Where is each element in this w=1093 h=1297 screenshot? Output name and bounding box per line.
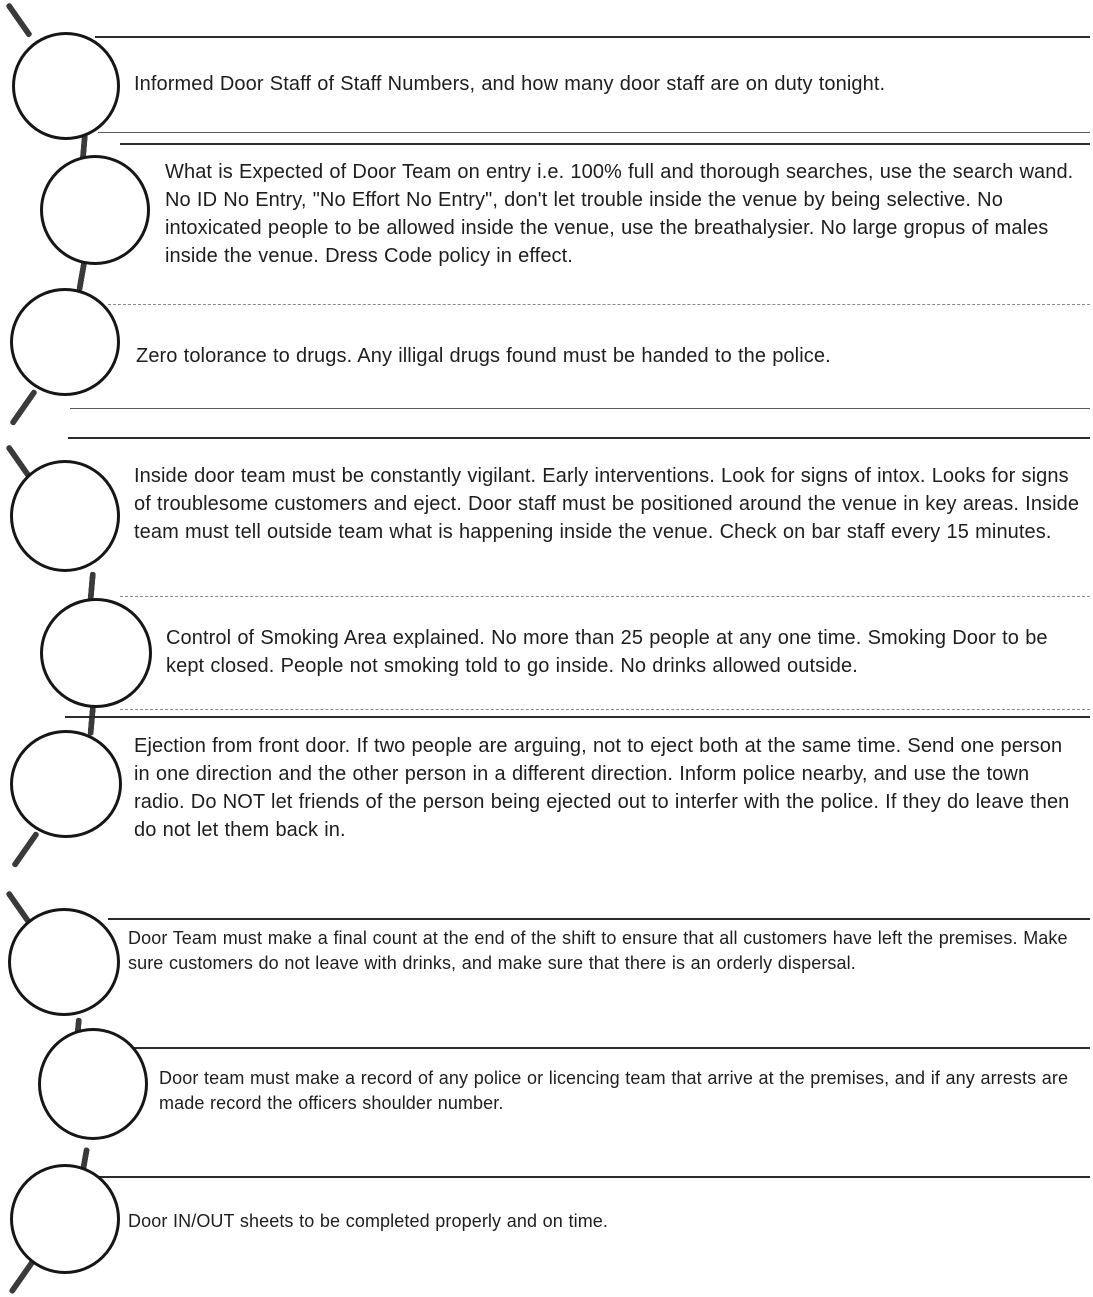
checklist-item-text: Door Team must make a final count at the end of the shift to ensure that all customers have left the premises. Make sure customers do not leave with drinks, and make sure that there is an orderly dispersal. <box>128 928 1068 973</box>
checklist-item-text: Informed Door Staff of Staff Numbers, and how many door staff are on duty tonight. <box>134 73 886 95</box>
checkbox-circle[interactable] <box>12 32 120 140</box>
checklist-item-text: Zero tolorance to drugs. Any illigal drugs found must be handed to the police. <box>136 345 831 367</box>
divider-line <box>108 918 1090 920</box>
checklist-item-text: Inside door team must be constantly vigilant. Early interventions. Look for signs of intox. Looks for signs of troublesome customers and eject. Door staff must be positioned around the venue in key areas. Inside team must tell outside team what is happening inside the venue. Check on bar staff every 15 minutes. <box>134 465 1080 543</box>
divider-line <box>120 596 1090 597</box>
chain-connector <box>5 2 33 38</box>
checklist-item-text: Door team must make a record of any police or licencing team that arrive at the premises, and if any arrests are made record the officers shoulder number. <box>159 1068 1069 1113</box>
divider-line <box>108 304 1090 305</box>
checkbox-circle[interactable] <box>10 288 120 396</box>
divider-line <box>128 1047 1090 1049</box>
divider-line <box>68 437 1090 439</box>
checklist-item-text: Control of Smoking Area explained. No more than 25 people at any one time. Smoking Door to be kept closed. People not smoking told to go inside. No drinks allowed outside. <box>166 627 1048 677</box>
checklist-item-text: Door IN/OUT sheets to be completed properly and on time. <box>128 1211 608 1231</box>
checkbox-circle[interactable] <box>38 1028 148 1140</box>
checklist-item-text: What is Expected of Door Team on entry i.e. 100% full and thorough searches, use the search wand. No ID No Entry, "No Effort No Entry", don't let trouble inside the venue by being selective. No intoxicated people to be allowed inside the venue, use the breathalysier. No large gropus of males inside the venue. Dress Code policy in effect. <box>165 161 1074 267</box>
checklist-item-text: Ejection from front door. If two people are arguing, not to eject both at the same time. Send one person in one direction and the other person in a different direction. Inform police nearby, and use the town radio. Do NOT let friends of the person being ejected out to interfer with the police. If they do leave then do not let them back in. <box>134 735 1070 841</box>
chain-connector <box>8 1259 36 1295</box>
checkbox-circle[interactable] <box>40 155 150 265</box>
checkbox-circle[interactable] <box>10 730 122 838</box>
checkbox-circle[interactable] <box>10 460 120 572</box>
divider-line <box>95 36 1090 38</box>
checkbox-circle[interactable] <box>8 908 120 1016</box>
divider-line <box>65 716 1090 718</box>
chain-connector <box>9 389 38 427</box>
divider-line <box>120 709 1090 710</box>
divider-line <box>92 1176 1090 1178</box>
chain-connector <box>11 831 40 869</box>
checkbox-circle[interactable] <box>40 598 152 708</box>
divider-line <box>98 132 1090 133</box>
checkbox-circle[interactable] <box>10 1164 120 1274</box>
divider-line <box>70 408 1090 409</box>
divider-line <box>120 143 1090 145</box>
chain-connector <box>87 705 96 735</box>
